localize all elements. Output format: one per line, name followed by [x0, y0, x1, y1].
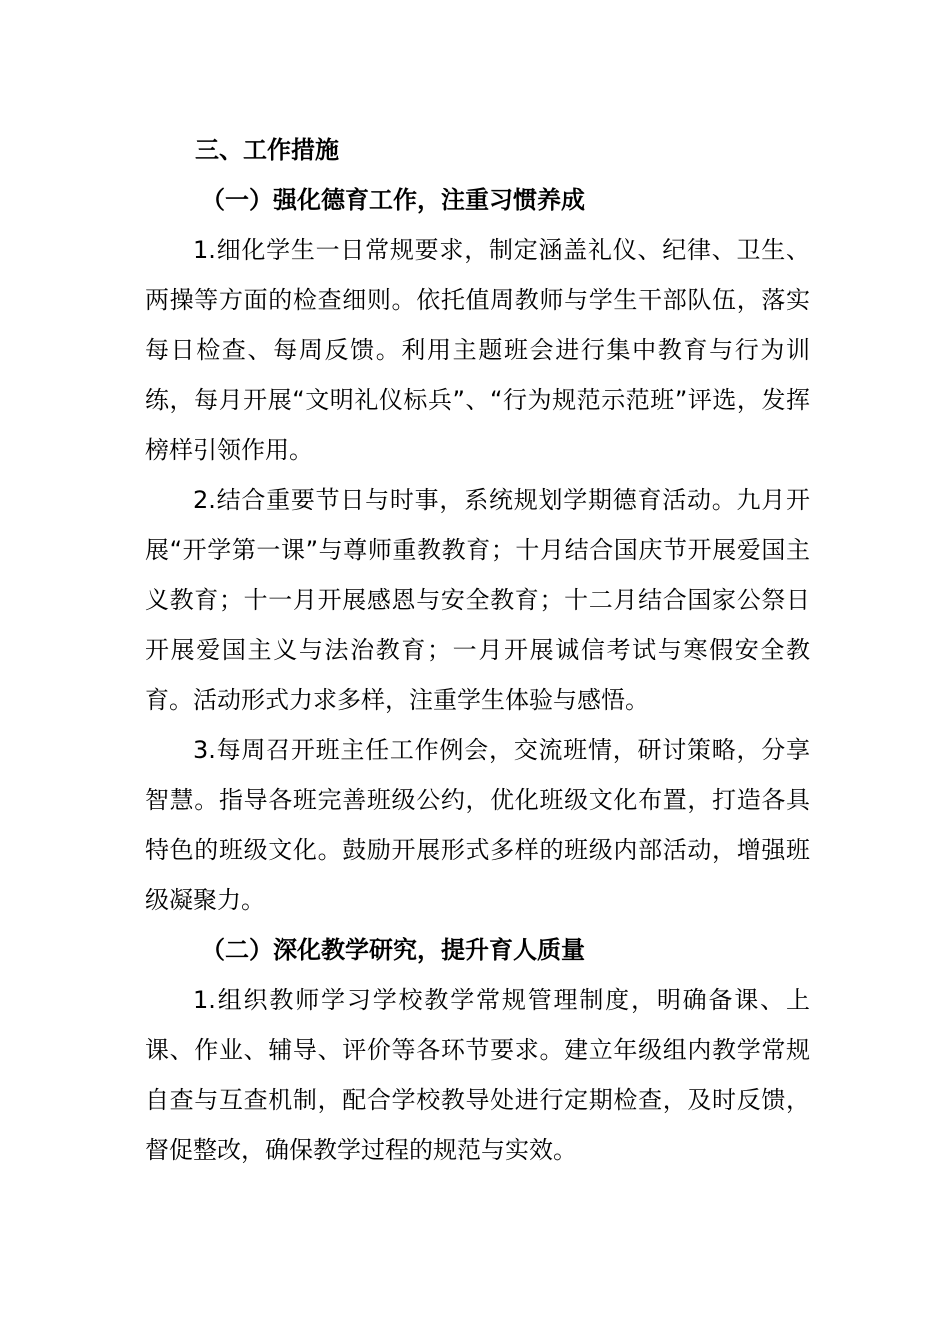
section-title: 三、工作措施	[195, 136, 339, 164]
subsection-title-2: （二）深化教学研究，提升育人质量	[201, 936, 585, 964]
paragraph-2-1: 1.组织教师学习学校教学常规管理制度，明确备课、上课、作业、辅导、评价等各环节要求。建立年级组内教学常规自查与互查机制，配合学校教导处进行定期检查，及时反馈，督促整改，确保教学过程的规范与实效。	[145, 986, 810, 1164]
paragraph-1-2: 2.结合重要节日与时事，系统规划学期德育活动。九月开展“开学第一课”与尊师重教教育；十月结合国庆节开展爱国主义教育；十一月开展感恩与安全教育；十二月结合国家公祭日开展爱国主义与法治教育；一月开展诚信考试与寒假安全教育。活动形式力求多样，注重学生体验与感悟。	[145, 486, 810, 714]
paragraph-1-3: 3.每周召开班主任工作例会，交流班情，研讨策略，分享智慧。指导各班完善班级公约，优化班级文化布置，打造各具特色的班级文化。鼓励开展形式多样的班级内部活动，增强班级凝聚力。	[145, 736, 810, 914]
document-body	[145, 125, 810, 1175]
subsection-title-1: （一）强化德育工作，注重习惯养成	[201, 186, 585, 214]
paragraph-1-1: 1.细化学生一日常规要求，制定涵盖礼仪、纪律、卫生、两操等方面的检查细则。依托值周教师与学生干部队伍，落实每日检查、每周反馈。利用主题班会进行集中教育与行为训练，每月开展“文明礼仪标兵”、“行为规范示范班”评选，发挥榜样引领作用。	[145, 236, 810, 464]
